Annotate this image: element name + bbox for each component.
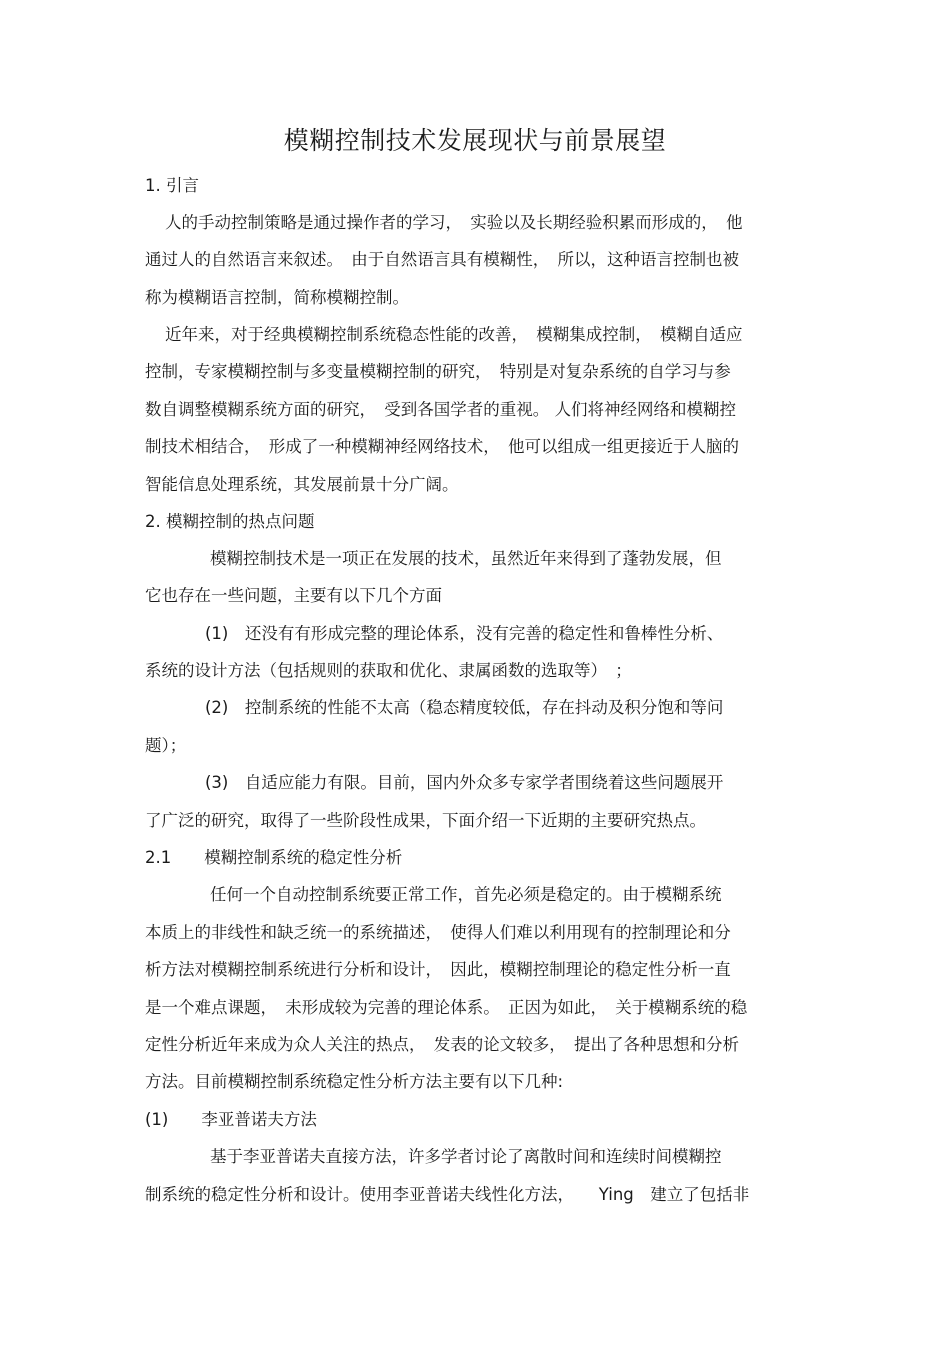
method-heading-1: (1) 李亚普诺夫方法 <box>145 1110 317 1129</box>
paragraph-line: 析方法对模糊控制系统进行分析和设计， 因此，模糊控制理论的稳定性分析一直 <box>145 960 731 979</box>
paragraph-line: 了广泛的研究，取得了一些阶段性成果，下面介绍一下近期的主要研究热点。 <box>145 811 706 830</box>
list-item-1: (1) 还没有有形成完整的理论体系，没有完善的稳定性和鲁棒性分析、 <box>205 624 724 643</box>
list-item-2: (2) 控制系统的性能不太高（稳态精度较低，存在抖动及积分饱和等问 <box>205 698 724 717</box>
paragraph-line: 系统的设计方法（包括规则的获取和优化、隶属函数的选取等） ； <box>145 661 632 680</box>
paragraph-line: 任何一个自动控制系统要正常工作，首先必须是稳定的。由于模糊系统 <box>210 885 722 904</box>
paragraph-line: 称为模糊语言控制，简称模糊控制。 <box>145 288 409 307</box>
paragraph-line: 制系统的稳定性分析和设计。使用李亚普诺夫线性化方法， Ying 建立了包括非 <box>145 1185 750 1204</box>
paragraph-line: 人的手动控制策略是通过操作者的学习， 实验以及长期经验积累而形成的， 他 <box>165 213 743 232</box>
list-item-3: (3) 自适应能力有限。目前，国内外众多专家学者围绕着这些问题展开 <box>205 773 724 792</box>
paragraph-line: 控制，专家模糊控制与多变量模糊控制的研究， 特别是对复杂系统的自学习与参 <box>145 362 731 381</box>
paragraph-line: 定性分析近年来成为众人关注的热点， 发表的论文较多， 提出了各种思想和分析 <box>145 1035 739 1054</box>
paragraph-line: 是一个难点课题， 未形成较为完善的理论体系。 正因为如此， 关于模糊系统的稳 <box>145 998 748 1017</box>
document-title: 模糊控制技术发展现状与前景展望 <box>283 126 667 155</box>
paragraph-line: 方法。目前模糊控制系统稳定性分析方法主要有以下几种: <box>145 1072 564 1091</box>
paragraph-line: 它也存在一些问题，主要有以下几个方面 <box>145 586 442 605</box>
paragraph-line: 近年来，对于经典模糊控制系统稳态性能的改善， 模糊集成控制， 模糊自适应 <box>165 325 743 344</box>
paragraph-line: 题）； <box>145 736 187 755</box>
paragraph-line: 智能信息处理系统，其发展前景十分广阔。 <box>145 475 459 494</box>
paragraph-line: 模糊控制技术是一项正在发展的技术，虽然近年来得到了蓬勃发展，但 <box>210 549 722 568</box>
paragraph-line: 制技术相结合， 形成了一种模糊神经网络技术， 他可以组成一组更接近于人脑的 <box>145 437 739 456</box>
section-heading-2: 2. 模糊控制的热点问题 <box>145 512 315 531</box>
section-heading-1: 1. 引言 <box>145 176 199 195</box>
subsection-heading-2-1: 2.1 模糊控制系统的稳定性分析 <box>145 848 403 867</box>
paragraph-line: 通过人的自然语言来叙述。 由于自然语言具有模糊性， 所以，这种语言控制也被 <box>145 250 739 269</box>
paragraph-line: 基于李亚普诺夫直接方法，许多学者讨论了离散时间和连续时间模糊控 <box>210 1147 722 1166</box>
paragraph-line: 数自调整模糊系统方面的研究， 受到各国学者的重视。 人们将神经网络和模糊控 <box>145 400 736 419</box>
paragraph-line: 本质上的非线性和缺乏统一的系统描述， 使得人们难以利用现有的控制理论和分 <box>145 923 731 942</box>
